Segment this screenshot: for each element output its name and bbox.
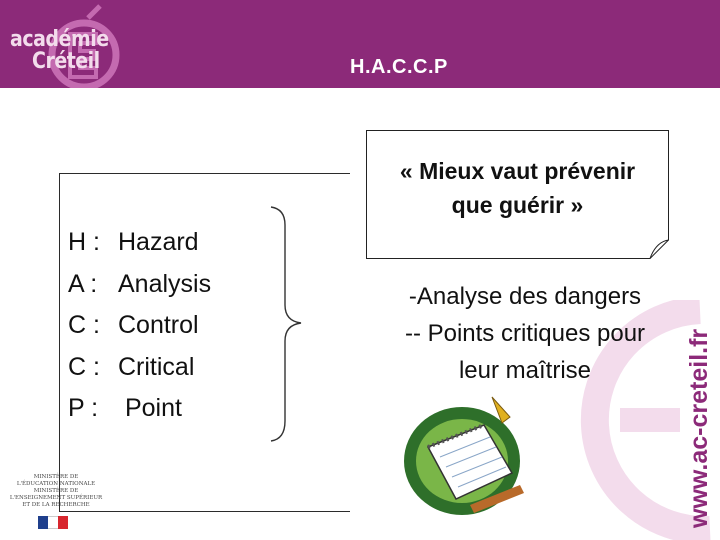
acronym-word: Hazard [118, 228, 199, 257]
acronym-word: Point [118, 394, 182, 423]
acronym-row [68, 388, 211, 430]
acronym-letter: C : [68, 352, 100, 381]
ministry-logo [6, 474, 106, 509]
academie-logo [0, 0, 125, 88]
acronym-letter: A : [68, 269, 98, 298]
quote-line: que guérir » [451, 192, 584, 218]
acronym-word: Critical [118, 352, 195, 381]
logo-text-line2: Créteil [32, 48, 100, 74]
header-banner [0, 0, 720, 88]
acronym-letter: C : [68, 311, 100, 340]
ministry-line: ET DE LA RECHERCHE [22, 502, 90, 508]
ministry-line: L'ENSEIGNEMENT SUPÉRIEUR [9, 495, 103, 501]
bullet-line: -Analyse des dangers [408, 283, 642, 310]
acronym-row [68, 305, 211, 347]
acronym-letter: P : [68, 394, 99, 423]
bullet-line: -- Points critiques pour [404, 320, 646, 347]
acronym-row [68, 347, 211, 389]
acronym-list [68, 222, 211, 430]
website-url: www.ac-creteil.fr [685, 328, 713, 528]
bullet-line: leur maîtrise [458, 357, 592, 384]
quote-line: « Mieux vaut prévenir [399, 158, 636, 184]
quote-text [366, 154, 669, 222]
acronym-word: Analysis [118, 269, 212, 298]
ministry-line: L'ÉDUCATION NATIONALE [16, 481, 96, 487]
curly-brace-icon [265, 205, 305, 445]
logo-text-line1: académie [10, 26, 109, 52]
acronym-letter: H : [68, 228, 100, 257]
flag-red-stripe [58, 516, 68, 529]
ministry-line: MINISTÈRE DE [33, 488, 79, 494]
bullet-text [375, 278, 675, 389]
flag-white-stripe [48, 516, 58, 529]
acronym-word: Control [118, 311, 199, 340]
page-title: H.A.C.C.P [350, 56, 448, 78]
acronym-row [68, 222, 211, 264]
french-flag-icon [38, 516, 68, 529]
ministry-line: MINISTÈRE DE [33, 474, 79, 480]
acronym-row [68, 264, 211, 306]
notebook-clipart-icon [400, 395, 530, 520]
flag-blue-stripe [38, 516, 48, 529]
